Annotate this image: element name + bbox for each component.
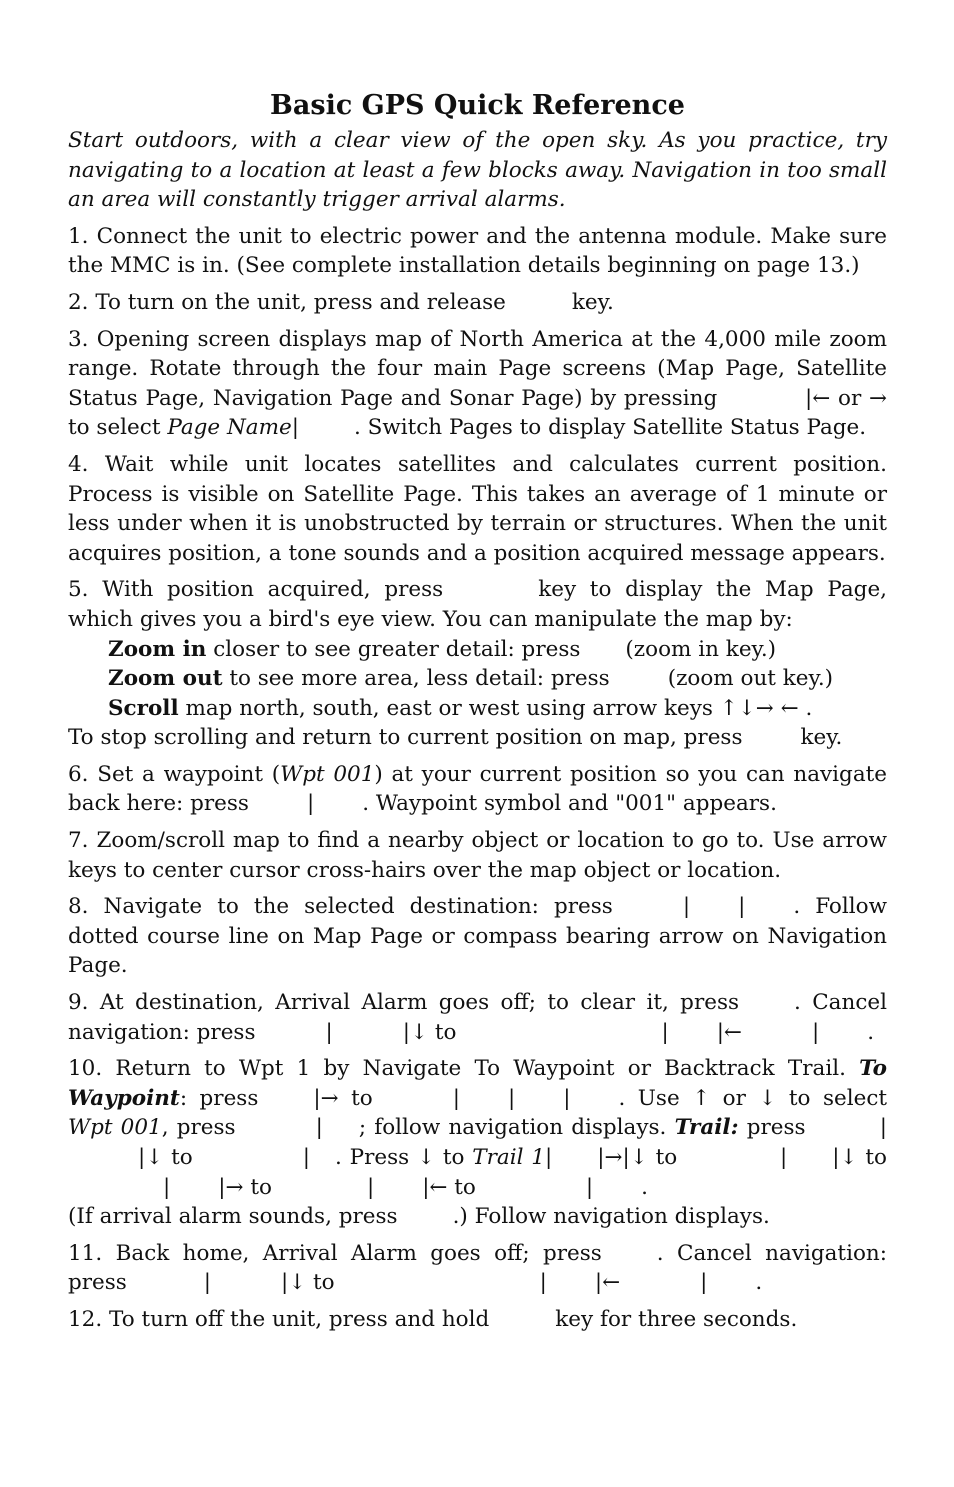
step-5-text: 5. With position acquired, press: [68, 577, 444, 603]
to-waypoint-label: To Waypoint: [68, 1056, 887, 1111]
step-9-cancel: . Cancel navigation: press: [68, 990, 887, 1045]
step-1: 1. Connect the unit to electric power and the antenna module. Make sure the MMC is in. (See complete installation details beginning on page 13.): [68, 223, 887, 279]
step-10-follow-2: .) Follow navigation displays.: [452, 1204, 770, 1230]
step-9-left: |←: [716, 1019, 742, 1045]
step-11-sep-2: |: [539, 1270, 547, 1296]
step-10-sep-5: |: [879, 1115, 887, 1141]
stop-scroll-key: key.: [800, 725, 843, 751]
step-3-page-name: Page Name: [167, 415, 292, 441]
trail-label: Trail:: [674, 1115, 739, 1141]
step-8: [68, 892, 887, 981]
step-11-end: .: [755, 1270, 763, 1296]
step-10-sep-11: |: [585, 1174, 594, 1200]
step-10: [68, 1054, 887, 1232]
step-10-sep-4: |: [315, 1115, 323, 1141]
intro-paragraph: Start outdoors, with a clear view of the open sky. As you practice, try navigating to a location at least a few blocks away. Navigation in too small an area will constantly trigger arrival alarms.: [68, 128, 887, 213]
step-9-end: .: [867, 1019, 875, 1045]
step-10-down: |↓ to: [138, 1145, 193, 1170]
zoom-in-text: closer to see greater detail: press: [213, 636, 581, 662]
step-7: 7. Zoom/scroll map to find a nearby object or location to go to. Use arrow keys to center cursor cross-hairs over the map object or location.: [68, 828, 887, 883]
zoom-out-key: (zoom out key.): [667, 666, 834, 692]
step-9-down: |↓ to: [402, 1019, 457, 1045]
step-2: [68, 288, 887, 318]
step-5: [68, 575, 887, 753]
step-6-text-end: . Waypoint symbol and "001" appears.: [362, 791, 777, 817]
step-10-sep-3: |: [563, 1085, 571, 1111]
zoom-in-line: [68, 637, 776, 662]
step-10-sep-6: |: [302, 1145, 310, 1170]
quick-reference-page: [68, 86, 887, 1342]
zoom-out-text: to see more area, less detail: press: [229, 666, 610, 692]
step-10-press-2: , press: [161, 1115, 236, 1141]
step-11-text: 11. Back home, Arrival Alarm goes off; press: [68, 1240, 602, 1266]
step-8-sep-1: |: [682, 894, 691, 920]
scroll-label: Scroll: [108, 695, 179, 721]
step-10-left: |← to: [422, 1174, 476, 1200]
step-5-text-end: key to display the Map Page, which gives you a bird's eye view. You can manipulate the map by:: [68, 577, 887, 632]
step-3-text: 3. Opening screen displays map of North America at the 4,000 mile zoom range. Rotate through the four main Page screens (Map Page, Satellite Status Page, Navigation Page and Sonar Page) by pressing: [68, 326, 887, 411]
step-10-sep-1: |: [452, 1085, 460, 1111]
step-6-text-mid: ) at your current position so you can navigate back here: press: [68, 761, 888, 817]
step-6-sep: |: [306, 791, 315, 817]
step-3: [68, 325, 887, 443]
step-11-sep-1: |: [203, 1270, 211, 1296]
step-9-sep-2: |: [661, 1019, 669, 1045]
step-9: [68, 988, 887, 1047]
step-10-wpt: Wpt 001: [68, 1115, 162, 1141]
step-12-text: 12. To turn off the unit, press and hold: [68, 1306, 490, 1332]
step-11-left: |←: [594, 1270, 621, 1296]
step-10-text: 10. Return to Wpt 1 by Navigate To Waypoint or Backtrack Trail.: [68, 1056, 846, 1082]
stop-scroll-line: [68, 725, 842, 750]
step-8-sep-2: |: [738, 894, 746, 920]
step-4: 4. Wait while unit locates satellites and calculates current position. Process is visible on Satellite Page. This takes an average of 1 minute or less under when it is unobstructed by terrain or structures. When the unit acquires position, a tone sounds and a position acquired message appears.: [68, 451, 887, 566]
scroll-text: map north, south, east or west using arrow keys ↑↓→ ← .: [185, 695, 813, 721]
step-3-keys: |← or → to select: [68, 385, 887, 441]
step-10-sep-9: |: [163, 1174, 171, 1200]
zoom-out-label: Zoom out: [108, 666, 223, 692]
step-10-follow: ; follow navigation displays.: [358, 1115, 667, 1141]
step-10-alarm: (If arrival alarm sounds, press: [68, 1204, 398, 1230]
step-6: [68, 760, 887, 819]
trail-1-name: Trail 1: [472, 1145, 545, 1170]
step-3-sep: |: [291, 415, 299, 441]
step-10-press: : press: [179, 1085, 259, 1111]
stop-scroll-text: To stop scrolling and return to current position on map, press: [68, 725, 743, 751]
zoom-out-line: [68, 666, 833, 691]
step-9-sep-1: |: [325, 1019, 333, 1045]
page-title: Basic GPS Quick Reference: [270, 90, 685, 121]
step-10-sep-2: |: [507, 1085, 516, 1111]
step-10-right-down: |→|↓ to: [597, 1145, 678, 1170]
step-2-text: 2. To turn on the unit, press and release: [68, 289, 506, 315]
step-10-down-2: |↓ to: [832, 1145, 887, 1170]
step-9-text: 9. At destination, Arrival Alarm goes off; to clear it, press: [68, 990, 740, 1016]
step-12: [68, 1305, 887, 1335]
step-10-right: |→ to: [313, 1085, 373, 1111]
step-6-text: 6. Set a waypoint (: [68, 761, 281, 787]
step-10-press-down: . Press ↓ to: [334, 1145, 465, 1170]
step-10-sep-10: |: [366, 1174, 375, 1200]
step-10-sep-8: |: [780, 1145, 788, 1170]
step-12-text-end: key for three seconds.: [555, 1306, 798, 1332]
zoom-in-key: (zoom in key.): [625, 636, 777, 662]
step-11: [68, 1239, 887, 1298]
step-11-sep-3: |: [700, 1270, 708, 1296]
waypoint-name: Wpt 001: [280, 761, 375, 787]
scroll-line: [68, 696, 812, 721]
step-9-sep-3: |: [811, 1019, 820, 1045]
step-11-cancel: . Cancel navigation: press: [68, 1240, 887, 1296]
step-8-text-end: . Follow dotted course line on Map Page or compass bearing arrow on Navigation Page.: [68, 894, 887, 979]
zoom-in-label: Zoom in: [108, 636, 207, 662]
step-10-use: . Use ↑ or ↓ to select: [618, 1085, 887, 1111]
step-11-down: |↓ to: [280, 1270, 335, 1296]
step-2-text-end: key.: [571, 289, 614, 315]
step-8-text: 8. Navigate to the selected destination: press: [68, 894, 613, 920]
step-10-press-3: press: [746, 1115, 806, 1141]
step-10-right-2: |→ to: [218, 1174, 272, 1200]
step-10-sep-7: |: [545, 1145, 553, 1170]
step-3-text-end: . Switch Pages to display Satellite Status Page.: [353, 415, 867, 441]
step-10-end: .: [641, 1174, 648, 1200]
